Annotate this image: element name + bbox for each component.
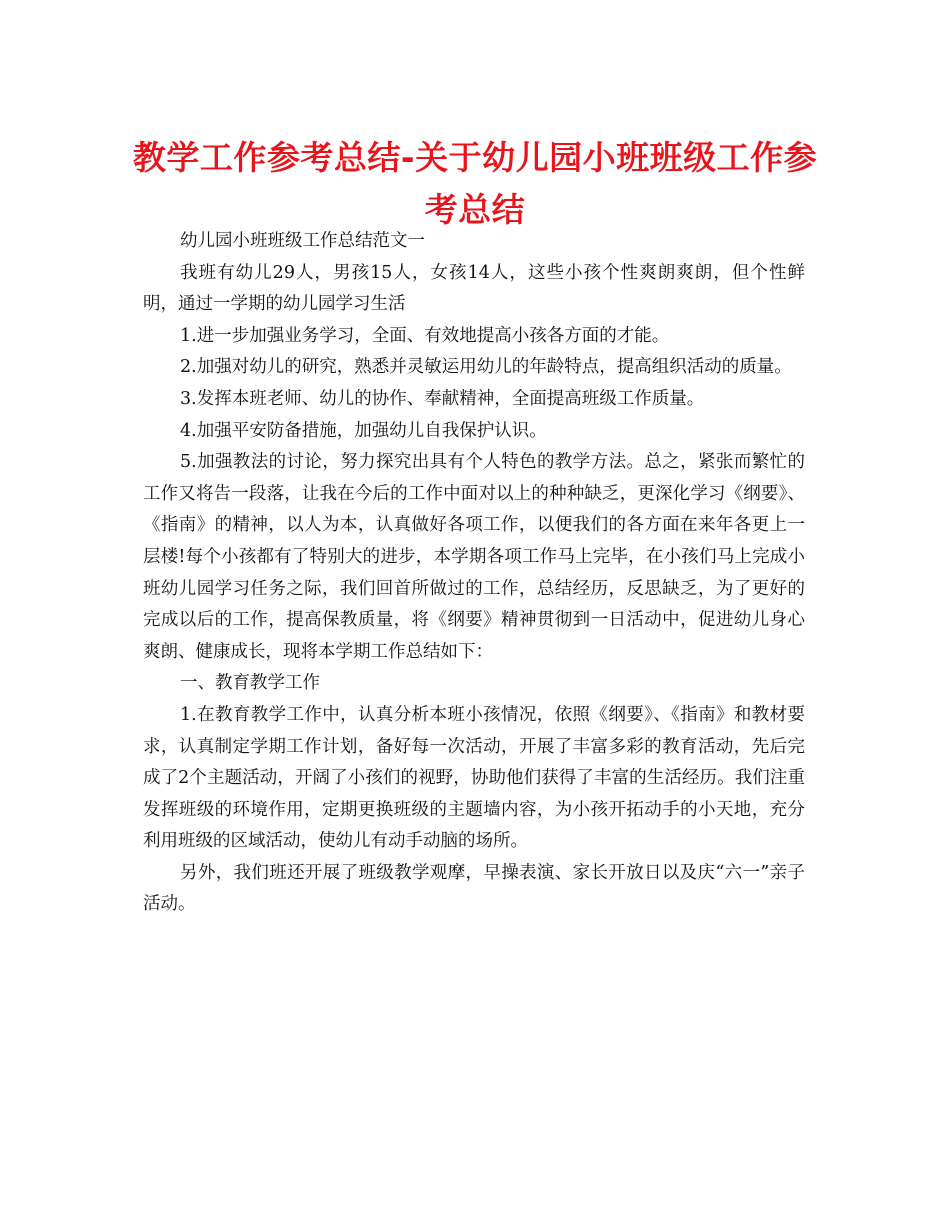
document-title: 教学工作参考总结-关于幼儿园小班班级工作参考总结 [132,138,818,229]
paragraph-item-4: 4.加强平安防备措施，加强幼儿自我保护认识。 [180,420,547,441]
document-body [143,226,805,921]
paragraph-item-1: 1.进一步加强业务学习，全面、有效地提高小孩各方面的才能。 [180,325,670,346]
paragraph-item-3: 3.发挥本班老师、幼儿的协作、奉献精神，全面提高班级工作质量。 [180,388,705,409]
paragraph-item-5: 5.加强教法的讨论，努力探究出具有个人特色的教学方法。总之，紧张而繁忙的工作又将告一段落，让我在今后的工作中面对以上的种种缺乏，更深化学习《纲要》、《指南》的精神，以人为本，认真做好各项工作，以便我们的各方面在来年各更上一层楼!每个小孩都有了特别大的进步，本学期各项工作马上完毕，在小孩们马上完成小班幼儿园学习任务之际，我们回首所做过的工作，总结经历，反思缺乏，为了更好的完成以后的工作，提高保教质量，将《纲要》精神贯彻到一日活动中，促进幼儿身心爽朗、健康成长，现将本学期工作总结如下： [143,452,805,662]
paragraph-teaching-1: 1.在教育教学工作中，认真分析本班小孩情况，依照《纲要》、《指南》和教材要求，认真制定学期工作计划，备好每一次活动，开展了丰富多彩的教育活动，先后完成了2个主题活动，开阔了小孩们的视野，协助他们获得了丰富的生活经历。我们注重发挥班级的环境作用，定期更换班级的主题墙内容，为小孩开拓动手的小天地，充分利用班级的区域活动，使幼儿有动手动脑的场所。 [143,704,805,852]
paragraph-item-2: 2.加强对幼儿的研究，熟悉并灵敏运用幼儿的年龄特点，提高组织活动的质量。 [180,357,792,378]
paragraph-additional-activities: 另外，我们班还开展了班级教学观摩，早操表演、家长开放日以及庆“六一”亲子活动。 [143,862,805,915]
section-heading-teaching: 一、教育教学工作 [180,673,320,694]
paragraph-class-overview: 我班有幼儿29人，男孩15人，女孩14人，这些小孩个性爽朗爽朗，但个性鲜明，通过一学期的幼儿园学习生活 [143,262,805,315]
paragraph-subtitle: 幼儿园小班班级工作总结范文一 [180,231,425,251]
